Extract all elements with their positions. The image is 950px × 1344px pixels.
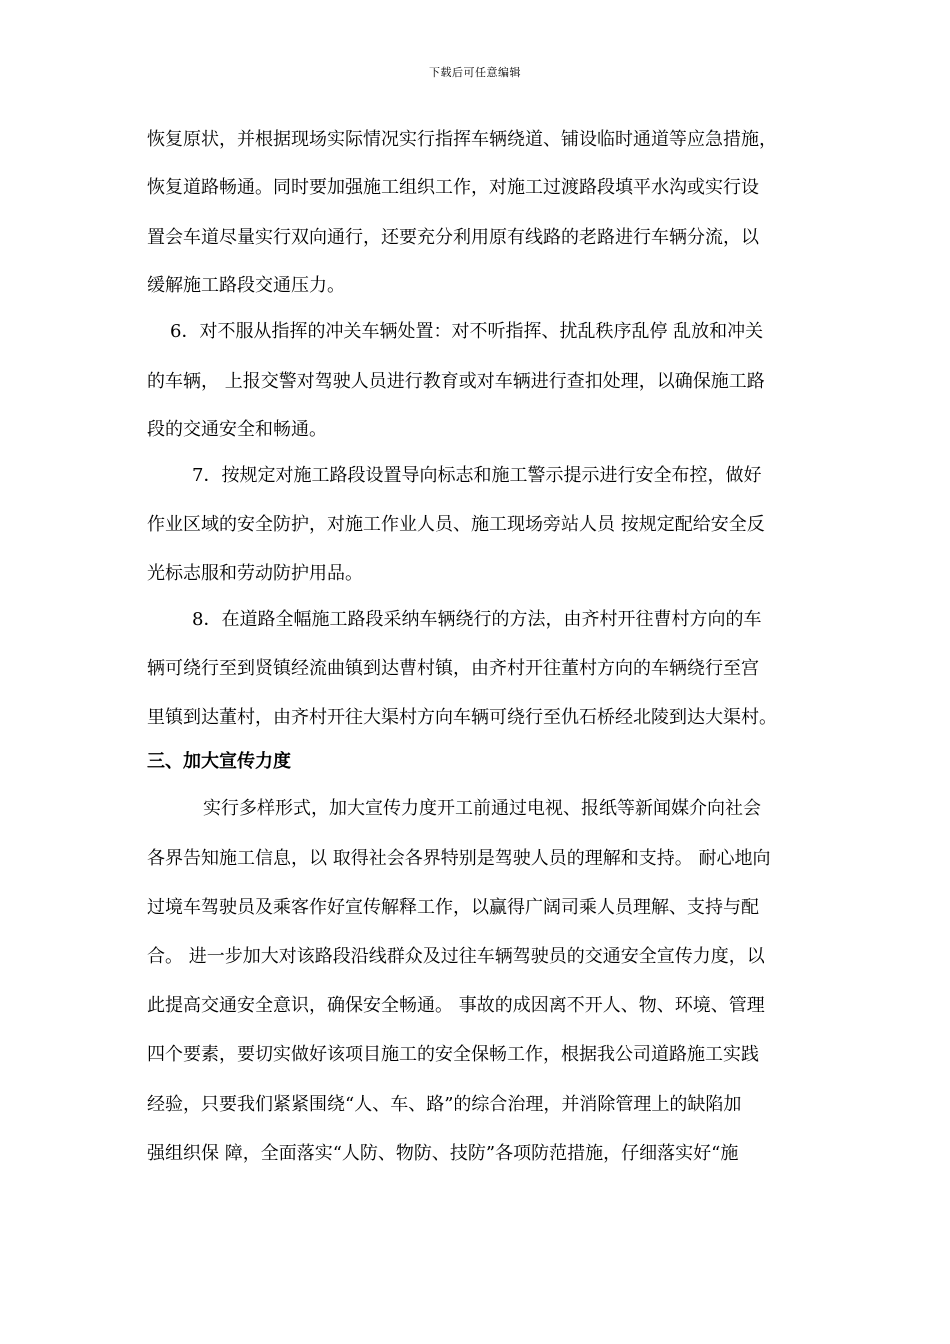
body-line-17: 过境车驾驶员及乘客作好宣传解释工作，以赢得广阔司乘人员理解、支持与配: [147, 897, 759, 918]
body-line-19: 此提高交通安全意识，确保安全畅通。 事故的成因离不开人、物、环境、管理: [147, 995, 765, 1016]
body-line-18: 合。 进一步加大对该路段沿线群众及过往车辆驾驶员的交通安全宣传力度，以: [147, 946, 765, 967]
body-line-9: 作业区域的安全防护，对施工作业人员、施工现场旁站人员 按规定配给安全反: [147, 514, 765, 535]
body-line-10: 光标志服和劳动防护用品。: [147, 563, 363, 584]
body-line-6: 的车辆， 上报交警对驾驶人员进行教育或对车辆进行查扣处理，以确保施工路: [147, 371, 765, 392]
body-line-15: 实行多样形式，加大宣传力度开工前通过电视、报纸等新闻媒介向社会: [203, 798, 761, 819]
body-line-20: 四个要素，要切实做好该项目施工的安全保畅工作，根据我公司道路施工实践: [147, 1044, 759, 1065]
body-line-1: 恢复原状，并根据现场实际情况实行指挥车辆绕道、铺设临时通道等应急措施，: [147, 129, 777, 150]
body-line-4: 缓解施工路段交通压力。: [147, 275, 345, 296]
header-note: 下载后可任意编辑: [429, 66, 521, 79]
body-line-7: 段的交通安全和畅通。: [147, 419, 327, 440]
body-line-8: 7．按规定对施工路段设置导向标志和施工警示提示进行安全布控，做好: [192, 465, 762, 486]
body-line-2: 恢复道路畅通。同时要加强施工组织工作，对施工过渡路段填平水沟或实行设: [147, 177, 759, 198]
body-line-22: 强组织保 障，全面落实“人防、物防、技防”各项防范措施，仔细落实好“施: [147, 1143, 739, 1164]
body-line-5: 6．对不服从指挥的冲关车辆处置：对不听指挥、扰乱秩序乱停 乱放和冲关: [170, 321, 764, 342]
body-line-11: 8．在道路全幅施工路段采纳车辆绕行的方法，由齐村开往曹村方向的车: [192, 609, 762, 630]
body-line-12: 辆可绕行至到贤镇经流曲镇到达曹村镇，由齐村开往董村方向的车辆绕行至宫: [147, 658, 759, 679]
body-line-13: 里镇到达董村，由齐村开往大渠村方向车辆可绕行至仇石桥经北陵到达大渠村。: [147, 707, 777, 728]
section-heading: 三、加大宣传力度: [147, 751, 291, 772]
body-line-3: 置会车道尽量实行双向通行，还要充分利用原有线路的老路进行车辆分流，以: [147, 227, 759, 248]
body-line-21: 经验，只要我们紧紧围绕“人、车、路”的综合治理，并消除管理上的缺陷加: [147, 1094, 742, 1115]
body-line-16: 各界告知施工信息，以 取得社会各界特别是驾驶人员的理解和支持。 耐心地向: [147, 848, 771, 869]
